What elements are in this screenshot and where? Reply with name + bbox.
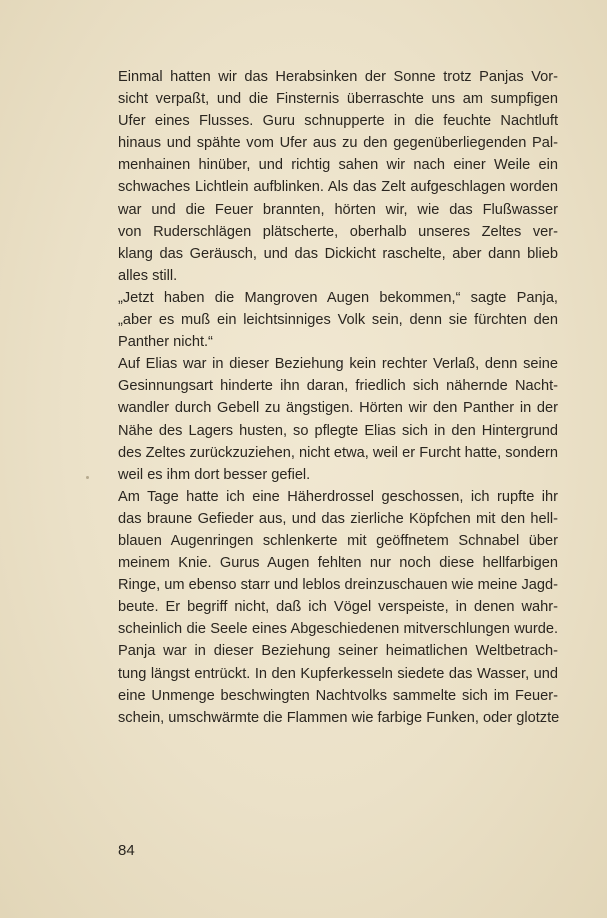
text-line: Auf Elias war in dieser Beziehung kein rechter Verlaß, denn seine [118,356,558,373]
text-line: schwaches Lichtlein aufblinken. Als das Zelt aufgeschlagen worden [118,179,558,196]
text-line: tung längst entrückt. In den Kupferkesseln siedete das Wasser, und [118,665,558,682]
text-line: Am Tage hatte ich eine Häherdrossel geschossen, ich rupfte ihr [118,488,558,505]
text-line: menhainen hinüber, und richtig sahen wir nach einer Weile ein [118,157,558,174]
text-line: Ufer eines Flusses. Guru schnupperte in die feuchte Nachtluft [118,113,558,130]
text-line: weil es ihm dort besser gefiel. [118,466,311,483]
text-line: „aber es muß ein leichtsinniges Volk sein, denn sie fürchten den [118,312,558,329]
text-line: Nähe des Lagers husten, so pflegte Elias sich in den Hintergrund [118,422,558,439]
text-line: blauen Augenringen schlenkerte mit geöffnetem Schnabel über [118,532,558,549]
text-line: des Zeltes zurückzuziehen, nicht etwa, weil er Furcht hatte, sondern [118,444,558,461]
text-line: von Ruderschlägen plätscherte, oberhalb unseres Zeltes ver- [118,223,558,240]
text-line: sicht verpaßt, und die Finsternis überraschte uns am sumpfigen [118,91,558,108]
text-line: Ringe, um ebenso starr und leblos dreinzuschauen wie meine Jagd- [118,577,558,594]
text-line: schein, umschwärmte die Flammen wie farbige Funken, oder glotzte [118,709,560,726]
body-text [118,66,558,729]
text-line: Panja war in dieser Beziehung seiner heimatlichen Weltbetrach- [118,643,558,660]
text-line: „Jetzt haben die Mangroven Augen bekommen,“ sagte Panja, [118,289,558,306]
text-line: Gesinnungsart hinderte ihn daran, friedlich sich nähernde Nacht- [118,378,558,395]
text-line: war und die Feuer brannten, hörten wir, wie das Flußwasser [118,201,558,218]
text-line: das braune Gefieder aus, und das zierliche Köpfchen mit den hell- [118,510,558,527]
text-line: hinaus und spähte vom Ufer aus zu den gegenüberliegenden Pal- [118,135,558,152]
text-line: eine Unmenge beschwingten Nachtvolks sammelte sich im Feuer- [118,687,558,704]
text-line: meinem Knie. Gurus Augen fehlten nur noch diese hellfarbigen [118,555,558,572]
paper-speck [86,476,89,479]
text-line: Panther nicht.“ [118,334,213,351]
text-line: wandler durch Gebell zu ängstigen. Hörten wir den Panther in der [118,400,558,417]
page-number: 84 [118,842,135,859]
text-line: scheinlich die Seele eines Abgeschiedenen mitverschlungen wurde. [118,621,558,638]
text-line: Einmal hatten wir das Herabsinken der Sonne trotz Panjas Vor- [118,69,558,85]
text-line: klang das Geräusch, und das Dickicht raschelte, aber dann blieb [118,245,558,262]
text-line: beute. Er begriff nicht, daß ich Vögel verspeiste, in denen wahr- [118,599,558,616]
text-line: alles still. [118,267,178,284]
